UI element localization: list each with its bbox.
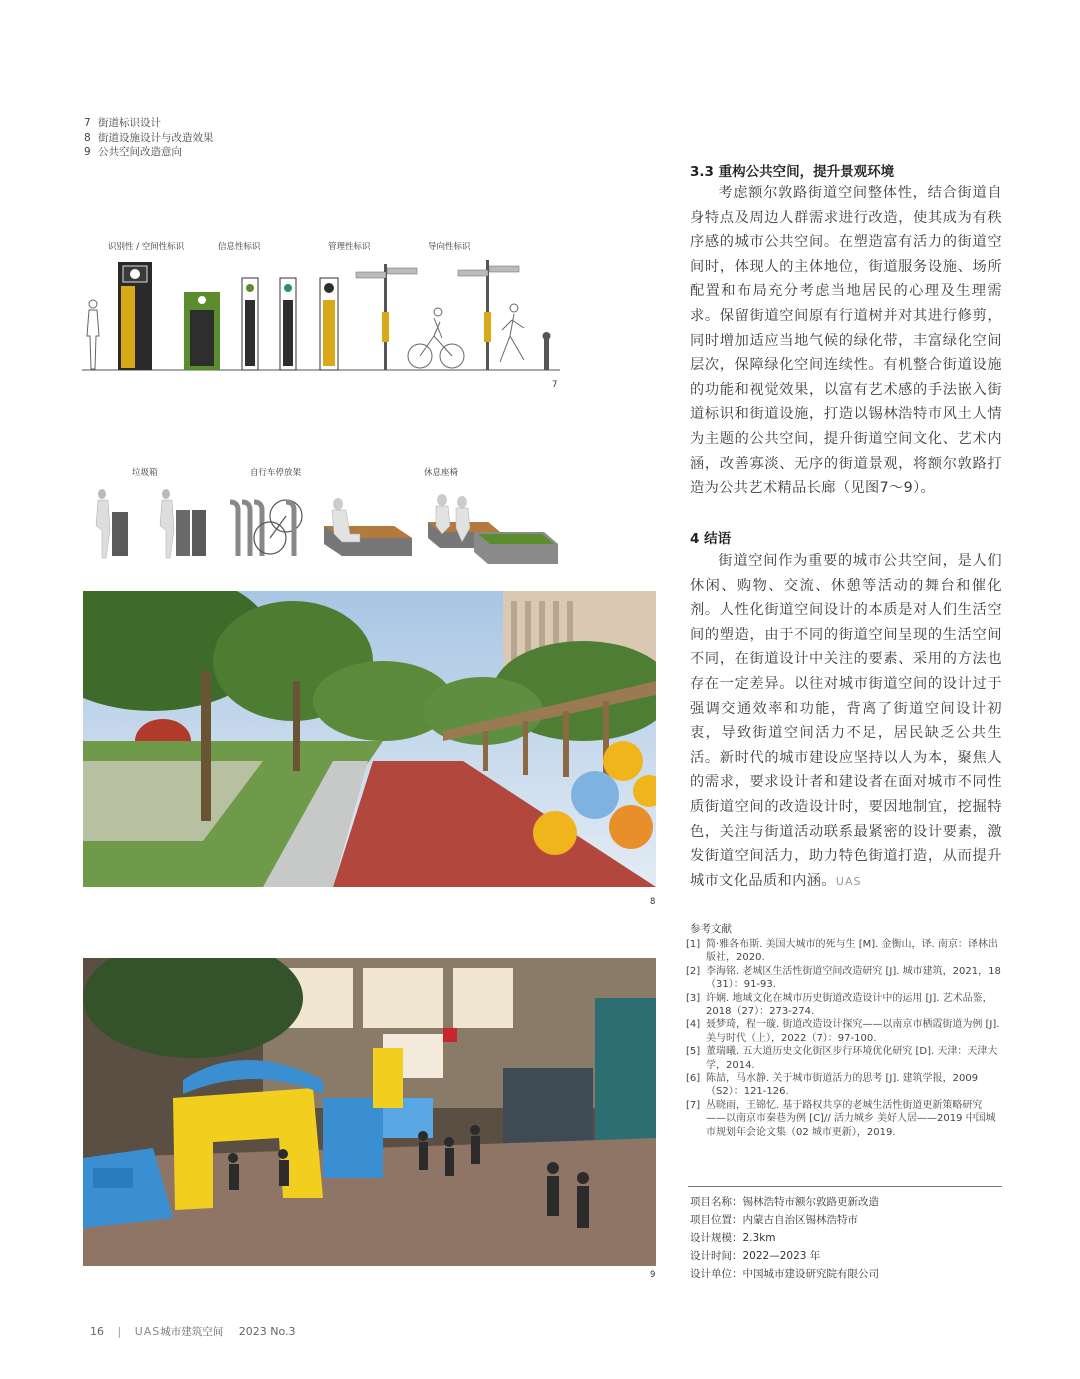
footer-brand-logo: UAS (134, 1325, 161, 1338)
caption-9: 9 公共空间改造意向 (84, 146, 182, 158)
reference-item: [5] 董瑞曦. 五大道历史文化街区步行环境优化研究 [D]. 天津：天津大学，2014. (686, 1046, 998, 1071)
section-3-3-paragraph: 考虑额尔敦路街道空间整体性，结合街道自身特点及周边人群需求进行改造，使其成为有秩序感的城市公共空间。在塑造富有活力的街道空间时，体现人的主体地位，街道服务设施、场所配置和布局充分考虑当地居民的心理及生理需求。保留街道空间原有行道树并对其进行修剪，同时增加适应当地气候的绿化带，丰富绿化空间层次，保障绿化空间连续性。有机整合街道设施的功能和视觉效果，以富有艺术感的手法嵌入街道标识和街道设施，打造以锡林浩特市风土人情为主题的公共空间，提升街道空间文化、艺术内涵，改善寡淡、无序的街道景观，将额尔敦路打造为公共艺术精品长廊（见图7～9）。 (690, 185, 1002, 497)
project-info-divider (688, 1186, 1002, 1187)
footer-separator: | (117, 1325, 122, 1338)
project-designer-row: 设计单位：中国城市建设研究院有限公司 (690, 1268, 879, 1280)
runner-icon (500, 304, 524, 362)
person-icon (87, 300, 99, 369)
page-number: 16 (90, 1325, 104, 1338)
footer-brand-cn: 城市建筑空间 (160, 1326, 224, 1338)
section-4-title: 4 结语 (690, 531, 732, 547)
signage-illustration (82, 252, 560, 372)
label-direction-sign: 导向性标识 (428, 242, 471, 252)
uas-end-mark: UAS (835, 874, 862, 888)
footer-issue: 2023 No.3 (238, 1325, 296, 1338)
reference-item: [4] 聂梦琦，程一璇. 街道改造设计探究——以南京市栖霞街道为例 [J]. 美与时代（上），2022（7）：97-100. (686, 1019, 1000, 1044)
label-trash-bin: 垃圾箱 (132, 468, 158, 478)
project-name-row: 项目名称：锡林浩特市额尔敦路更新改造 (690, 1196, 879, 1208)
caption-7: 7 街道标识设计 (84, 117, 161, 129)
project-time-row: 设计时间：2022—2023 年 (690, 1250, 821, 1262)
page-footer (90, 1324, 296, 1339)
figure-9-number: 9 (650, 1270, 656, 1280)
caption-8: 8 街道设施设计与改造效果 (84, 131, 214, 144)
section-4-body (690, 549, 1002, 894)
reference-item: [3] 许娴. 地域文化在城市历史街道改造设计中的运用 [J]. 艺术品鉴，2018（27）：273-274. (686, 992, 993, 1018)
reference-item: [6] 陈喆，马水静. 关于城市街道活力的思考 [J]. 建筑学报，2009（S2）：121-126. (686, 1073, 979, 1098)
furniture-illustration (90, 482, 560, 566)
figure-caption-list (84, 116, 214, 160)
reference-item: [2] 李海铭. 老城区生活性街道空间改造研究 [J]. 城市建筑，2021，18（31）：91-93. (686, 965, 1001, 991)
project-location-row: 项目位置：内蒙古自治区锡林浩特市 (690, 1214, 858, 1226)
figure-8-number: 8 (650, 897, 656, 907)
figure-furniture-illustrations (90, 466, 560, 566)
label-bike-rack: 自行车停放架 (250, 468, 302, 478)
references-list (686, 938, 1002, 1139)
figure-7-number: 7 (552, 380, 558, 390)
figure-9-plaza-photo (83, 958, 656, 1266)
section-3-3-title: 3.3 重构公共空间，提升景观环境 (690, 164, 895, 180)
label-bench: 休息座椅 (424, 468, 459, 478)
figure-7-signage (82, 236, 560, 396)
label-info-sign: 信息性标识 (218, 242, 261, 252)
street-rendering-image (83, 591, 656, 887)
reference-item: [1] 简·雅各布斯. 美国大城市的死与生 [M]. 金衡山，译. 南京：译林出版社，2020. (686, 939, 998, 964)
figure-8-street-rendering (83, 591, 656, 887)
plaza-photo-image (83, 958, 656, 1266)
reference-item: [7] 丛晓雨，王锦忆. 基于路权共享的老城生活性街道更新策略研究——以南京市秦巷为例 [C]// 活力城乡 美好人居——2019 中国城市规划年会论文集（02 城市更新），2019. (686, 1099, 996, 1138)
references-title: 参考文献 (690, 923, 732, 935)
section-3-3-body (690, 181, 1002, 501)
project-scale-row: 设计规模：2.3km (690, 1232, 776, 1244)
project-info (690, 1193, 1002, 1283)
cyclist-icon (408, 308, 464, 368)
label-identity-sign: 识别性 / 空间性标识 (108, 242, 185, 252)
section-4-paragraph: 街道空间作为重要的城市公共空间，是人们休闲、购物、交流、休憩等活动的舞台和催化剂。人性化街道空间设计的本质是对人们生活空间的塑造，由于不同的街道空间呈现的生活空间不同，在街道设计中关注的要素、采用的方法也存在一定差异。以往对城市街道空间的设计过于强调交通效率和功能，背离了街道空间设计初衷，导致街道空间活力不足，居民缺乏公共生活。新时代的城市建设应坚持以人为本，聚焦人的需求，要求设计者和建设者在面对城市不同性质街道空间的改造设计时，要因地制宜，挖掘特色，关注与街道活动联系最紧密的设计要素，激发街道空间活力，助力特色街道打造，从而提升城市文化品质和内涵。UAS (690, 553, 1002, 889)
label-management-sign: 管理性标识 (328, 242, 371, 252)
